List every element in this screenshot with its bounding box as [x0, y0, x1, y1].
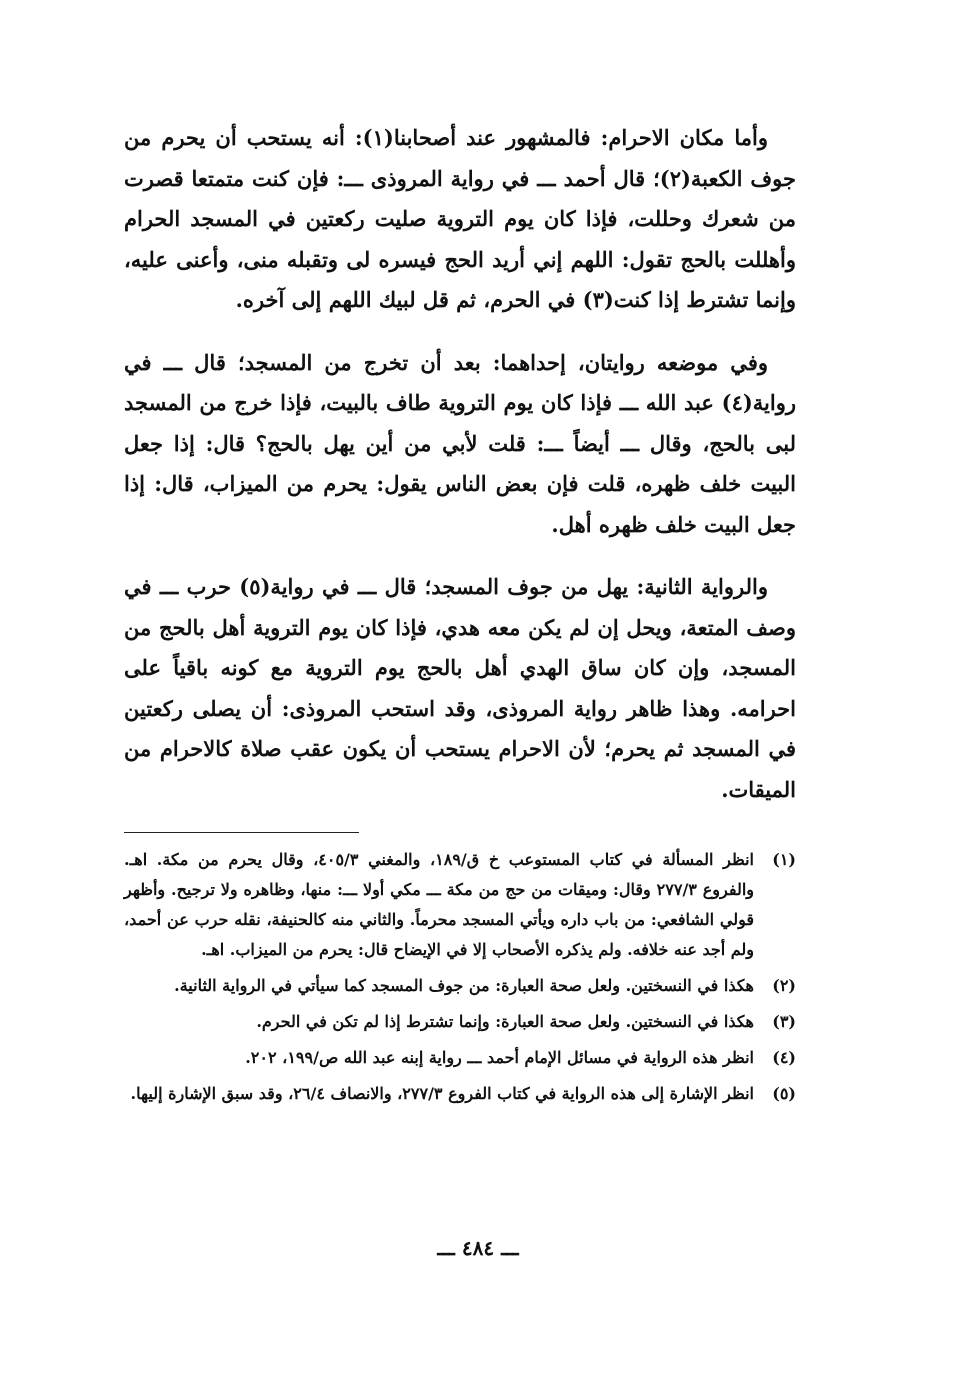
footnote-text: هكذا في النسختين. ولعل صحة العبارة: وإنما تشترط إذا لم تكن في الحرم.	[256, 1012, 754, 1031]
paragraph-1: وأما مكان الاحرام: فالمشهور عند أصحابنا(١): أنه يستحب أن يحرم من جوف الكعبة(٢)؛ قال أحمد ـــ في رواية المروذى ـــ: فإن كنت متمتعا قصرت من شعرك وحللت، فإذا كان يوم التروية صليت ركعتين في المسجد الحرام وأهللت بالحج تقول: اللهم إني أريد الحج فيسره لى وتقبله منى، وأعنى عليه، وإنما تشترط إذا كنت(٣) في الحرم، ثم قل لبيك اللهم إلى آخره.	[124, 125, 796, 312]
footnote-separator	[124, 832, 359, 833]
footnote-3	[124, 1007, 796, 1037]
page-number: ـــ ٤٨٤ ـــ	[437, 1236, 519, 1260]
footnote-number: (٢)	[772, 976, 796, 995]
footnote-number: (٣)	[772, 1012, 796, 1031]
footnote-1	[124, 845, 796, 965]
footnote-number: (١)	[772, 850, 796, 869]
footnote-2	[124, 971, 796, 1001]
footnote-separator-wrap	[124, 832, 796, 833]
footnote-4	[124, 1043, 796, 1073]
footnotes	[124, 845, 796, 1109]
page-body	[124, 118, 796, 1115]
footnote-text: انظر المسألة في كتاب المستوعب خ ق/١٨٩، والمغني ٤٠٥/٣، وقال يحرم من مكة. اهـ. والفروع ٢٧٧/٣ وقال: وميقات من حج من مكة ـــ مكي أولا ـــ: منها، وظاهره ولا ترجيح. وأظهر قولي الشافعي: من باب داره ويأتي المسجد محرماً. والثاني منه كالحنيفة، نقله حرب عن أحمد، ولم أجد عنه خلافه. ولم يذكره الأصحاب إلا في الإيضاح قال: يحرم من الميزاب. اهـ.	[124, 850, 755, 959]
footnote-number: (٤)	[772, 1048, 796, 1067]
footnote-text: انظر هذه الرواية في مسائل الإمام أحمد ـــ رواية إبنه عبد الله ص/١٩٩، ٢٠٢.	[245, 1048, 754, 1067]
footnote-number: (٥)	[772, 1084, 796, 1103]
footnote-5	[124, 1079, 796, 1109]
footnote-text: انظر الإشارة إلى هذه الرواية في كتاب الفروع ٢٧٧/٣، والانصاف ٢٦/٤، وقد سبق الإشارة إليها.	[130, 1084, 754, 1103]
paragraph-2: وفي موضعه روايتان، إحداهما: بعد أن تخرج من المسجد؛ قال ـــ في رواية(٤) عبد الله ـــ فإذا كان يوم التروية طاف بالبيت، فإذا خرج من المسجد لبى بالحج، وقال ـــ أيضاً ـــ: قلت لأبي من أين يهل بالحج؟ قال: إذا جعل البيت خلف ظهره، قلت فإن بعض الناس يقول: يحرم من الميزاب، قال: إذا جعل البيت خلف ظهره أهل.	[124, 349, 796, 537]
footnote-text: هكذا في النسختين. ولعل صحة العبارة: من جوف المسجد كما سيأتي في الرواية الثانية.	[174, 976, 754, 995]
paragraph-3: والرواية الثانية: يهل من جوف المسجد؛ قال ـــ في رواية(٥) حرب ـــ في وصف المتعة، ويحل إن لم يكن معه هدي، فإذا كان يوم التروية أهل بالحج من المسجد، وإن كان ساق الهدي أهل بالحج يوم التروية مع كونه باقياً على احرامه. وهذا ظاهر رواية المروذى، وقد استحب المروذى: أن يصلى ركعتين في المسجد ثم يحرم؛ لأن الاحرام يستحب أن يكون عقب صلاة كالاحرام من الميقات.	[124, 574, 796, 802]
